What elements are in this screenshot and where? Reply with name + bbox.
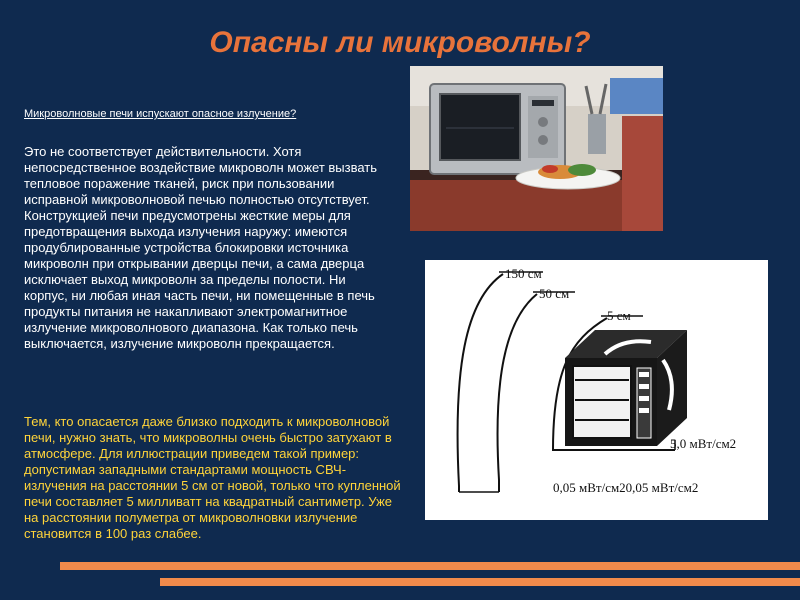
label-power-far: 0,05 мВт/см20,05 мВт/см2 bbox=[553, 480, 699, 495]
label-150cm: 150 см bbox=[505, 266, 542, 281]
answer-paragraph: Это не соответствует действительности. Хотя непосредственное воздействие микроволн может вызвать тепловое поражение тканей, риск при пользовании исправной микроволновой печью полностью отсутствует. Конструкцией печи предусмотрены жесткие меры для предотвращения выхода излучения наружу: имеются продублированные устройства блокировки источника микроволн при открывании дверцы печи, а сама дверца исключает выход микроволн за пределы полости. Ни корпус, ни любая иная часть печи, ни помещенные в печь продукты питания не накапливают электромагнитное излучение микроволнового диапазона. Как только печь выключается, излучение микроволн прекращается. bbox=[24, 144, 378, 351]
label-5cm: 5 см bbox=[607, 308, 631, 323]
decorative-stripe-top bbox=[60, 562, 800, 570]
question-text: Микроволновые печи испускают опасное излучение? bbox=[24, 108, 297, 120]
radiation-diagram bbox=[425, 260, 768, 520]
arc-50cm bbox=[498, 294, 537, 480]
microwave-icon bbox=[565, 330, 687, 446]
example-paragraph: Тем, кто опасается даже близко подходить к микроволновой печи, нужно знать, что микроволны очень быстро затухают в атмосфере. Для иллюстрации приведем такой пример: допустимая западными стандартами мощность СВЧ-излучения на расстоянии 5 см от новой, только что купленной печи составляет 5 милливатт на квадратный сантиметр. Уже на расстоянии полуметра от микроволновки излучение становится в 100 раз слабее. bbox=[24, 414, 401, 541]
microwave-photo bbox=[410, 66, 663, 231]
label-50cm: 50 см bbox=[539, 286, 570, 301]
decorative-stripe-bottom bbox=[160, 578, 800, 586]
arc-150cm bbox=[458, 274, 503, 486]
label-power-5cm: 5,0 мВт/см2 bbox=[670, 436, 737, 451]
slide-title: Опасны ли микроволны? bbox=[209, 26, 591, 59]
